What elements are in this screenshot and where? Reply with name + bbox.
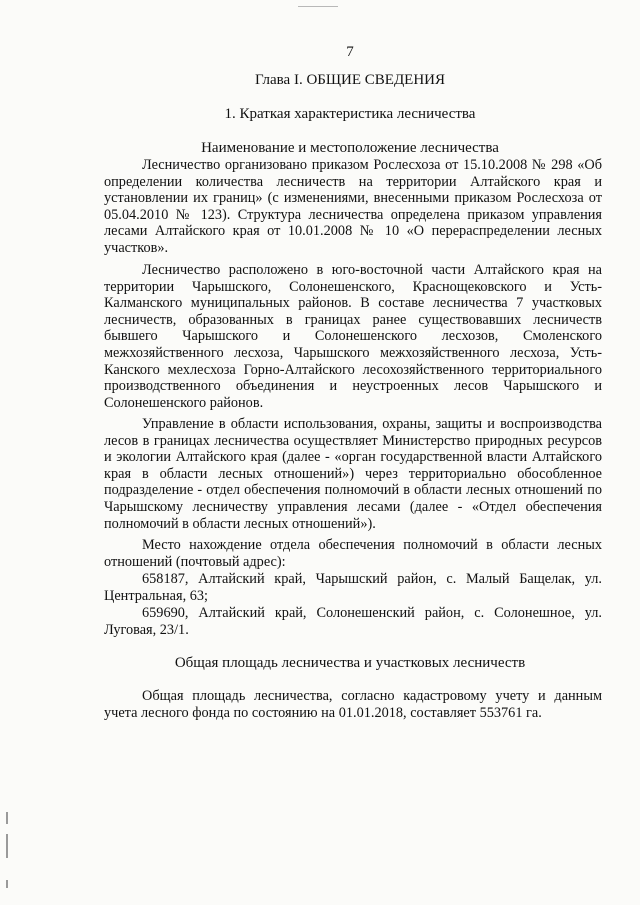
paragraph: Лесничество организовано приказом Рослесхоза от 15.10.2008 № 298 «Об определении количества лесничеств на территории Алтайского края и установлении их границ» (с изменениями, внесенными приказом Рослесхоза от 05.04.2010 № 123). Структура лесничества определена приказом управления лесами Алтайского края от 10.01.2008 № 10 «О перераспределении лесных участков». — [104, 157, 602, 256]
page-number: 7 — [346, 44, 354, 60]
section-title: 1. Краткая характеристика лесничества — [224, 106, 476, 122]
subsection-title: Наименование и местоположение лесничества — [201, 140, 499, 156]
paragraph: Место нахождение отдела обеспечения полномочий в области лесных отношений (почтовый адрес): — [104, 537, 602, 570]
address-paragraph: 659690, Алтайский край, Солонешенский район, с. Солонешное, ул. Луговая, 23/1. — [104, 605, 602, 638]
scan-edge-mark-top — [298, 6, 338, 7]
paragraph: Лесничество расположено в юго-восточной части Алтайского края на территории Чарышского, Солонешенского, Краснощековского и Усть-Калманского муниципальных районов. В составе лесничества 7 участковых лесничеств, образованных в границах ранее существовавших лесничеств бывшего Чарышского и Солонешенского лесхозов, Смоленского межхозяйственного лесхоза, Чарышского межхозяйственного лесхоза, Усть-Канского мехлесхоза Горно-Алтайского лесохозяйственного территориального производственного объединения и неустроенных лесов Чарышского и Солонешенского районов. — [104, 262, 602, 411]
subsection-title: Общая площадь лесничества и участковых лесничеств — [174, 655, 526, 671]
scan-edge-mark-left — [6, 834, 8, 858]
scan-edge-mark-left — [6, 880, 8, 888]
chapter-title: Глава I. ОБЩИЕ СВЕДЕНИЯ — [254, 72, 446, 88]
paragraph: Управление в области использования, охраны, защиты и воспроизводства лесов в границах лесничества осуществляет Министерство природных ресурсов и экологии Алтайского края (далее - «орган государственной власти Алтайского края в области лесных отношений») через территориально обособленное подразделение - отдел обеспечения полномочий в области лесных отношений по Чарышскому лесничеству управления лесами (далее - «Отдел обеспечения полномочий в области лесных отношений»). — [104, 416, 602, 532]
scan-edge-mark-left — [6, 812, 8, 824]
paragraph: Общая площадь лесничества, согласно кадастровому учету и данным учета лесного фонда по состоянию на 01.01.2018, составляет 553761 га. — [104, 688, 602, 721]
address-paragraph: 658187, Алтайский край, Чарышский район, с. Малый Бащелак, ул. Центральная, 63; — [104, 571, 602, 604]
